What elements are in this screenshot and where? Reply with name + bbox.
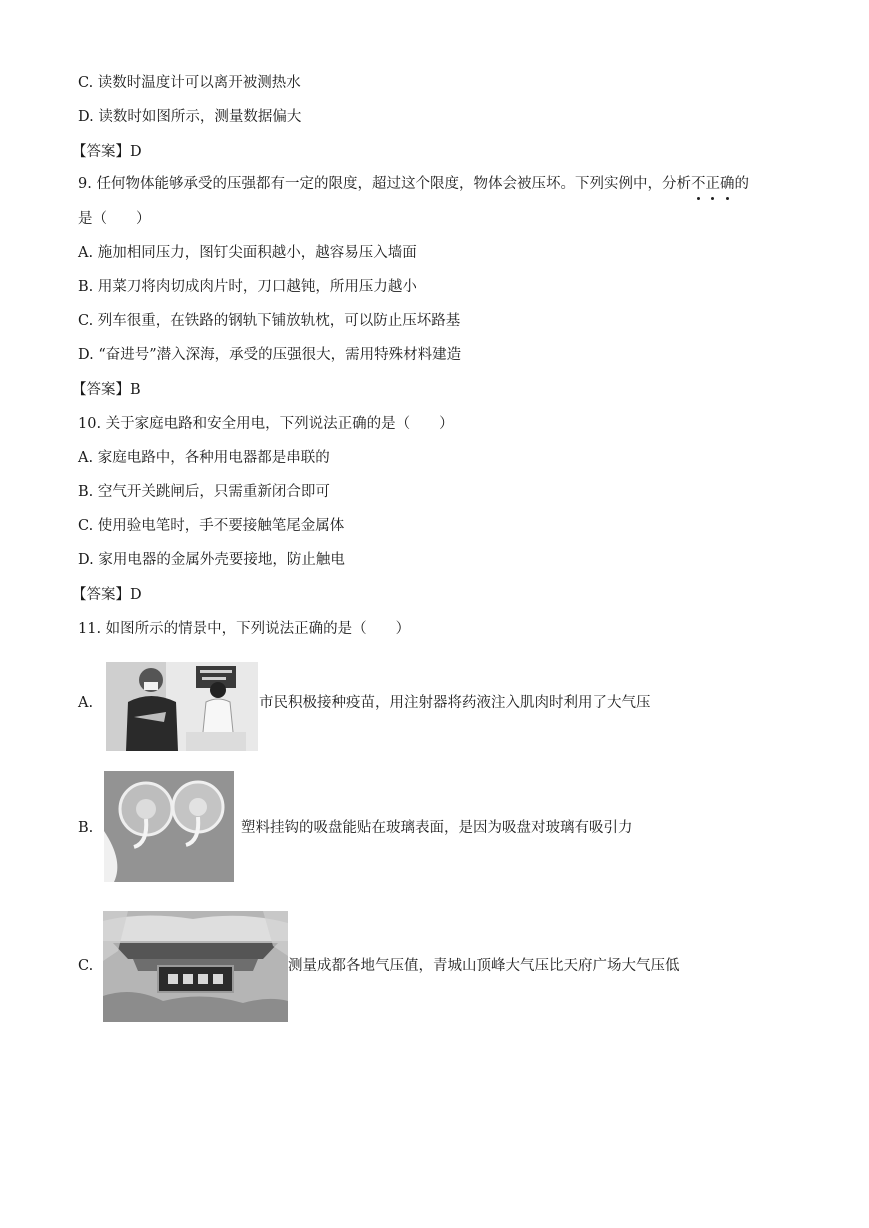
suction-hook-photo (104, 771, 234, 882)
q9-stem-text: 9. 任何物体能够承受的压强都有一定的限度，超过这个限度，物体会被压坏。下列实例中，分析 (78, 176, 691, 192)
q9-option-c: C. 列车很重，在铁路的钢轨下铺放轨枕，可以防止压坏路基 (78, 313, 461, 329)
qingcheng-gate-photo (103, 911, 288, 1022)
q9-stem-tail: 的 (734, 176, 749, 192)
q8-option-c: C. 读数时温度计可以离开被测热水 (78, 75, 301, 91)
q9-emphasis-char: 不 (690, 176, 706, 192)
q8-answer: 【答案】D (72, 144, 142, 160)
q10-option-b: B. 空气开关跳闸后，只需重新闭合即可 (78, 484, 330, 500)
q9-answer: 【答案】B (72, 382, 141, 398)
q10-answer: 【答案】D (72, 587, 142, 603)
q10-option-a: A. 家庭电路中，各种用电器都是串联的 (78, 450, 330, 466)
q11-option-c-text: 测量成都各地气压值，青城山顶峰大气压比天府广场大气压低 (288, 958, 680, 974)
q11-option-b-text: 塑料挂钩的吸盘能贴在玻璃表面，是因为吸盘对玻璃有吸引力 (241, 820, 633, 836)
q9-stem-line2: 是（ ） (78, 211, 151, 227)
q9-stem-line1 (78, 174, 749, 194)
qingcheng-gate-photo-graphic (103, 911, 288, 1022)
q9-emphasis-char: 正 (705, 176, 720, 192)
q11-option-a-label: A. (78, 695, 94, 711)
q11-option-a-text: 市民积极接种疫苗，用注射器将药液注入肌肉时利用了大气压 (259, 695, 651, 711)
q9-emphasis-char: 确 (719, 176, 735, 192)
suction-hook-photo-graphic (104, 771, 234, 882)
q11-option-b-label: B. (78, 820, 94, 836)
q9-option-b: B. 用菜刀将肉切成肉片时，刀口越钝，所用压力越小 (78, 279, 417, 295)
q9-option-a: A. 施加相同压力，图钉尖面积越小，越容易压入墙面 (78, 245, 417, 261)
q11-option-c-label: C. (78, 958, 94, 974)
q10-stem: 10. 关于家庭电路和安全用电，下列说法正确的是（ ） (78, 416, 454, 432)
q8-option-d: D. 读数时如图所示，测量数据偏大 (78, 109, 302, 125)
q10-option-d: D. 家用电器的金属外壳要接地，防止触电 (78, 552, 345, 568)
q9-option-d: D. “奋进号”潜入深海，承受的压强很大，需用特殊材料建造 (78, 347, 462, 363)
q10-option-c: C. 使用验电笔时，手不要接触笔尾金属体 (78, 518, 345, 534)
vaccination-photo-graphic (106, 662, 258, 751)
q11-stem: 11. 如图所示的情景中，下列说法正确的是（ ） (78, 621, 411, 637)
vaccination-photo (106, 662, 258, 751)
